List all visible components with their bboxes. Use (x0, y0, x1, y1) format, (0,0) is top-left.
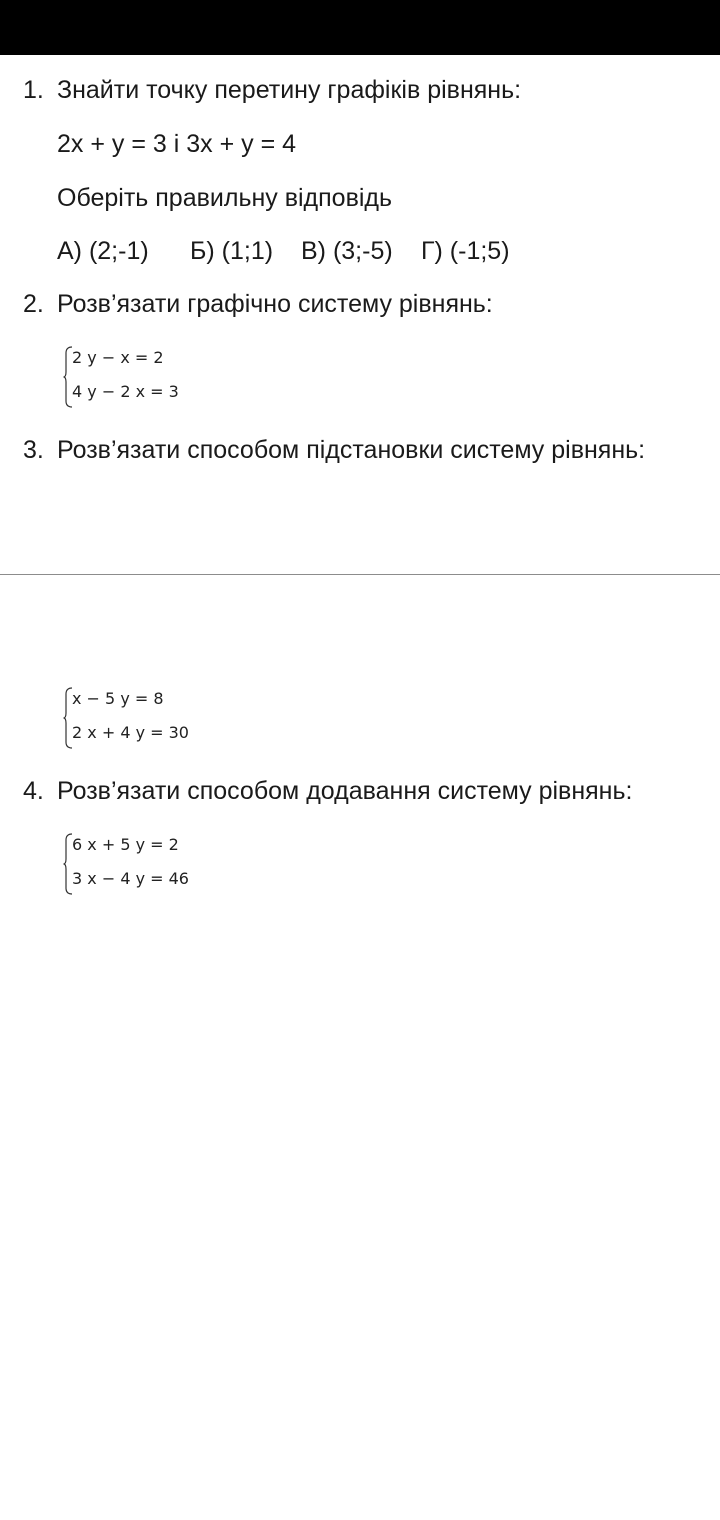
system-equation: x − 5 y = 8 (72, 689, 164, 708)
task2-number: 2. (23, 290, 44, 318)
task1-number: 1. (23, 76, 44, 104)
task3-system (63, 687, 263, 749)
option-d: Г) (-1;5) (421, 237, 510, 265)
task4-system (63, 833, 263, 895)
task1-options (57, 236, 510, 266)
option-c: В) (3;-5) (301, 237, 393, 265)
option-a: А) (2;-1) (57, 237, 149, 265)
task1-prompt: Оберіть правильну відповідь (57, 184, 393, 212)
divider-line (0, 574, 720, 575)
task1-title: Знайти точку перетину графіків рівнянь: (57, 76, 522, 104)
task4-title: Розв’язати способом додавання систему рівнянь: (57, 777, 633, 805)
task2-system (63, 346, 263, 408)
task1-equations: 2х + у = 3 і 3х + у = 4 (57, 130, 297, 158)
system-equation: 2 x + 4 y = 30 (72, 723, 189, 742)
task2-title: Розв’язати графічно систему рівнянь: (57, 290, 493, 318)
system-equation: 3 x − 4 y = 46 (72, 869, 189, 888)
task4-number: 4. (23, 777, 44, 805)
top-black-bar (0, 0, 720, 55)
system-equation: 4 y − 2 x = 3 (72, 382, 179, 401)
option-b: Б) (1;1) (190, 237, 274, 265)
task3-title: Розв’язати способом підстановки систему рівнянь: (57, 436, 646, 464)
system-equation: 6 x + 5 y = 2 (72, 835, 179, 854)
system-equation: 2 y − x = 2 (72, 348, 164, 367)
task3-number: 3. (23, 436, 44, 464)
